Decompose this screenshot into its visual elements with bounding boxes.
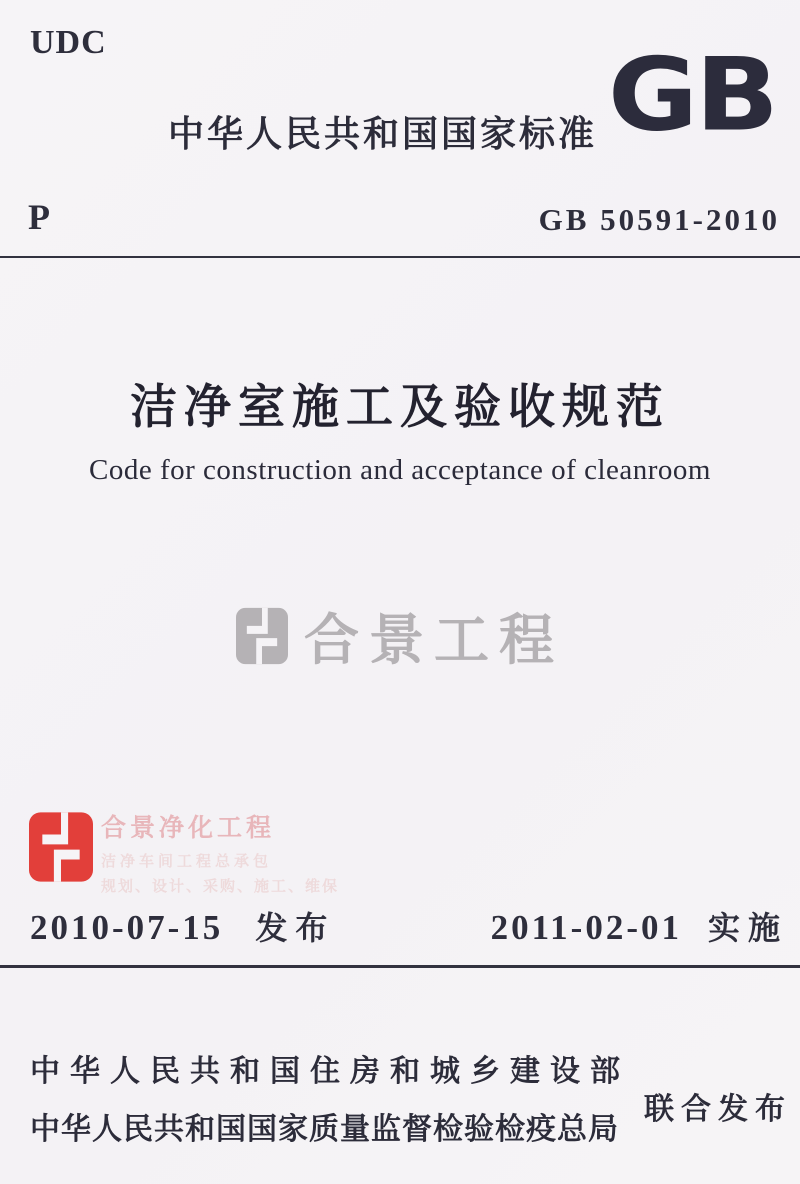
- hejing-brand-logo-icon: [29, 812, 93, 887]
- document-title-english: Code for construction and acceptance of cleanroom: [89, 454, 711, 486]
- document-title-chinese: 洁净室施工及验收规范: [130, 382, 670, 434]
- joint-release-label: 联合发布: [644, 1093, 792, 1126]
- classification-label: P: [28, 197, 50, 237]
- national-standard-header: 中华人民共和国国家标准: [168, 113, 598, 154]
- effective-date: 2011-02-01: [490, 908, 682, 947]
- watermark-text: 合景工程: [303, 609, 564, 671]
- issue-date: 2010-07-15: [30, 908, 224, 947]
- effective-date-label: 实施: [707, 910, 788, 946]
- brand-text-block: [101, 813, 339, 896]
- effective-date-group: [491, 903, 788, 949]
- hejing-watermark-logo-icon: [236, 607, 288, 665]
- footer-divider-rule: [0, 965, 800, 968]
- issue-date-label: 发布: [255, 910, 336, 946]
- standard-number: GB 50591-2010: [538, 202, 780, 237]
- gb-standard-logo: GB: [607, 35, 776, 154]
- brand-tagline-1: 洁净车间工程总承包: [101, 853, 273, 870]
- issuer-aqsiq: 中华人民共和国国家质量监督检验检疫总局: [30, 1113, 619, 1146]
- brand-tagline-2: 规划、设计、采购、施工、维保: [101, 878, 340, 895]
- issue-date-group: [30, 903, 335, 949]
- udc-label: UDC: [30, 24, 107, 61]
- brand-name: 合景净化工程: [101, 814, 276, 842]
- issuer-ministry: 中华人民共和国住房和城乡建设部: [30, 1055, 630, 1088]
- header-divider-rule: [0, 256, 800, 258]
- issuer-block: [30, 1046, 630, 1148]
- watermark: [0, 596, 800, 675]
